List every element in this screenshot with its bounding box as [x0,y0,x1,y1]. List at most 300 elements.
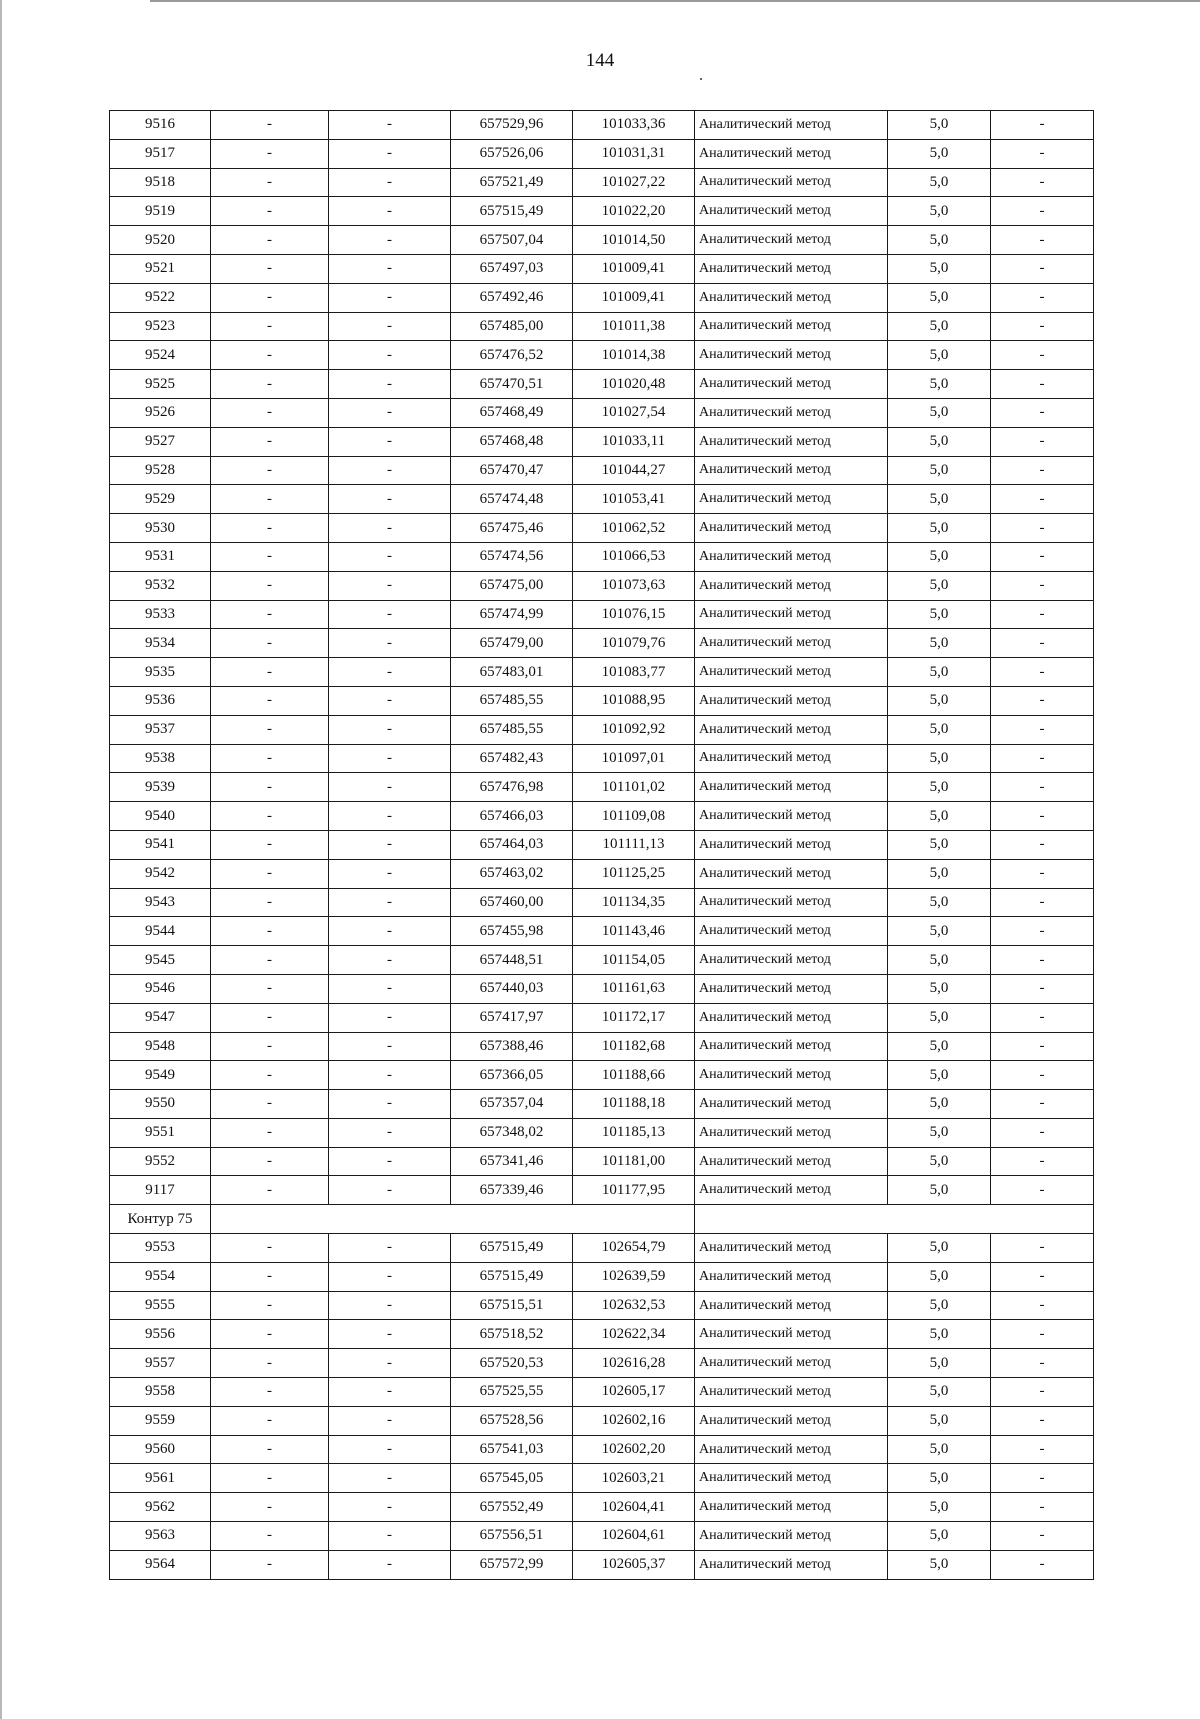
accuracy-cell: 5,0 [888,600,991,629]
accuracy-cell: 5,0 [888,1176,991,1205]
accuracy-cell: 5,0 [888,1320,991,1349]
x-coordinate-cell: 657485,00 [451,312,573,341]
empty-column-8-cell: - [991,485,1094,514]
accuracy-cell: 5,0 [888,744,991,773]
table-row [110,1090,1094,1119]
method-cell: Аналитический метод [695,312,888,341]
y-coordinate-cell: 101097,01 [573,744,695,773]
empty-column-3-cell: - [329,312,451,341]
accuracy-cell: 5,0 [888,111,991,140]
empty-column-3-cell: - [329,1147,451,1176]
y-coordinate-cell: 101188,66 [573,1061,695,1090]
method-cell: Аналитический метод [695,283,888,312]
empty-column-2-cell: - [211,888,329,917]
point-number-cell: 9524 [110,341,211,370]
method-cell: Аналитический метод [695,1406,888,1435]
x-coordinate-cell: 657341,46 [451,1147,573,1176]
y-coordinate-cell: 101161,63 [573,974,695,1003]
accuracy-cell: 5,0 [888,888,991,917]
y-coordinate-cell: 101188,18 [573,1090,695,1119]
empty-column-8-cell: - [991,1032,1094,1061]
scan-edge-top [150,0,1200,2]
empty-column-8-cell: - [991,744,1094,773]
y-coordinate-cell: 101033,36 [573,111,695,140]
point-number-cell: 9556 [110,1320,211,1349]
method-cell: Аналитический метод [695,1550,888,1579]
method-cell: Аналитический метод [695,830,888,859]
point-number-cell: 9520 [110,226,211,255]
x-coordinate-cell: 657468,48 [451,427,573,456]
contour-blank-cell [211,1205,695,1234]
y-coordinate-cell: 101143,46 [573,917,695,946]
accuracy-cell: 5,0 [888,168,991,197]
table-row [110,773,1094,802]
y-coordinate-cell: 102605,37 [573,1550,695,1579]
empty-column-3-cell: - [329,139,451,168]
method-cell: Аналитический метод [695,168,888,197]
y-coordinate-cell: 101009,41 [573,283,695,312]
empty-column-8-cell: - [991,1320,1094,1349]
x-coordinate-cell: 657518,52 [451,1320,573,1349]
x-coordinate-cell: 657476,98 [451,773,573,802]
x-coordinate-cell: 657492,46 [451,283,573,312]
accuracy-cell: 5,0 [888,283,991,312]
x-coordinate-cell: 657515,49 [451,197,573,226]
table-row [110,571,1094,600]
method-cell: Аналитический метод [695,744,888,773]
table-row [110,1118,1094,1147]
empty-column-2-cell: - [211,830,329,859]
point-number-cell: 9535 [110,658,211,687]
empty-column-8-cell: - [991,283,1094,312]
method-cell: Аналитический метод [695,514,888,543]
method-cell: Аналитический метод [695,1061,888,1090]
x-coordinate-cell: 657448,51 [451,946,573,975]
point-number-cell: 9516 [110,111,211,140]
table-row [110,1464,1094,1493]
empty-column-3-cell: - [329,1550,451,1579]
accuracy-cell: 5,0 [888,226,991,255]
table-row [110,485,1094,514]
empty-column-3-cell: - [329,974,451,1003]
y-coordinate-cell: 102602,16 [573,1406,695,1435]
empty-column-2-cell: - [211,398,329,427]
method-cell: Аналитический метод [695,802,888,831]
y-coordinate-cell: 101027,22 [573,168,695,197]
x-coordinate-cell: 657348,02 [451,1118,573,1147]
y-coordinate-cell: 101020,48 [573,370,695,399]
empty-column-8-cell: - [991,427,1094,456]
accuracy-cell: 5,0 [888,686,991,715]
empty-column-8-cell: - [991,571,1094,600]
empty-column-3-cell: - [329,168,451,197]
empty-column-8-cell: - [991,917,1094,946]
empty-column-2-cell: - [211,427,329,456]
empty-column-8-cell: - [991,888,1094,917]
accuracy-cell: 5,0 [888,456,991,485]
empty-column-2-cell: - [211,139,329,168]
table-row [110,1262,1094,1291]
method-cell: Аналитический метод [695,1003,888,1032]
table-row [110,802,1094,831]
method-cell: Аналитический метод [695,946,888,975]
table-row [110,1435,1094,1464]
accuracy-cell: 5,0 [888,485,991,514]
method-cell: Аналитический метод [695,254,888,283]
table-row [110,1522,1094,1551]
accuracy-cell: 5,0 [888,370,991,399]
method-cell: Аналитический метод [695,1032,888,1061]
empty-column-3-cell: - [329,485,451,514]
accuracy-cell: 5,0 [888,658,991,687]
method-cell: Аналитический метод [695,1320,888,1349]
point-number-cell: 9522 [110,283,211,312]
x-coordinate-cell: 657388,46 [451,1032,573,1061]
empty-column-2-cell: - [211,773,329,802]
point-number-cell: 9527 [110,427,211,456]
x-coordinate-cell: 657515,49 [451,1234,573,1263]
point-number-cell: 9518 [110,168,211,197]
method-cell: Аналитический метод [695,370,888,399]
accuracy-cell: 5,0 [888,1406,991,1435]
empty-column-2-cell: - [211,571,329,600]
y-coordinate-cell: 102602,20 [573,1435,695,1464]
y-coordinate-cell: 101079,76 [573,629,695,658]
table-row [110,1147,1094,1176]
x-coordinate-cell: 657476,52 [451,341,573,370]
empty-column-2-cell: - [211,370,329,399]
table-row [110,542,1094,571]
empty-column-3-cell: - [329,859,451,888]
empty-column-2-cell: - [211,341,329,370]
x-coordinate-cell: 657545,05 [451,1464,573,1493]
x-coordinate-cell: 657515,49 [451,1262,573,1291]
empty-column-2-cell: - [211,283,329,312]
table-row [110,312,1094,341]
empty-column-3-cell: - [329,571,451,600]
table-row [110,715,1094,744]
table-row [110,456,1094,485]
table-row [110,1032,1094,1061]
empty-column-3-cell: - [329,1291,451,1320]
point-number-cell: 9545 [110,946,211,975]
empty-column-3-cell: - [329,1464,451,1493]
empty-column-2-cell: - [211,946,329,975]
empty-column-2-cell: - [211,1291,329,1320]
point-number-cell: 9554 [110,1262,211,1291]
accuracy-cell: 5,0 [888,802,991,831]
accuracy-cell: 5,0 [888,946,991,975]
table-row [110,629,1094,658]
method-cell: Аналитический метод [695,888,888,917]
empty-column-8-cell: - [991,312,1094,341]
empty-column-3-cell: - [329,1090,451,1119]
empty-column-8-cell: - [991,658,1094,687]
empty-column-2-cell: - [211,514,329,543]
accuracy-cell: 5,0 [888,1003,991,1032]
table-row [110,168,1094,197]
empty-column-2-cell: - [211,197,329,226]
method-cell: Аналитический метод [695,427,888,456]
table-row [110,283,1094,312]
accuracy-cell: 5,0 [888,1147,991,1176]
accuracy-cell: 5,0 [888,859,991,888]
empty-column-2-cell: - [211,1522,329,1551]
accuracy-cell: 5,0 [888,197,991,226]
method-cell: Аналитический метод [695,974,888,1003]
empty-column-8-cell: - [991,542,1094,571]
point-number-cell: 9541 [110,830,211,859]
empty-column-2-cell: - [211,802,329,831]
empty-column-8-cell: - [991,773,1094,802]
empty-column-3-cell: - [329,398,451,427]
empty-column-3-cell: - [329,111,451,140]
method-cell: Аналитический метод [695,341,888,370]
method-cell: Аналитический метод [695,1464,888,1493]
accuracy-cell: 5,0 [888,1378,991,1407]
table-row [110,1493,1094,1522]
scan-speck [700,78,702,80]
empty-column-3-cell: - [329,514,451,543]
x-coordinate-cell: 657475,00 [451,571,573,600]
accuracy-cell: 5,0 [888,1522,991,1551]
method-cell: Аналитический метод [695,1378,888,1407]
contour-blank-cell [695,1205,1094,1234]
empty-column-3-cell: - [329,254,451,283]
point-number-cell: 9559 [110,1406,211,1435]
contour-label: Контур 75 [110,1205,211,1234]
empty-column-8-cell: - [991,600,1094,629]
table-row [110,427,1094,456]
empty-column-8-cell: - [991,254,1094,283]
empty-column-2-cell: - [211,629,329,658]
y-coordinate-cell: 102639,59 [573,1262,695,1291]
x-coordinate-cell: 657515,51 [451,1291,573,1320]
x-coordinate-cell: 657463,02 [451,859,573,888]
y-coordinate-cell: 101088,95 [573,686,695,715]
y-coordinate-cell: 102654,79 [573,1234,695,1263]
point-number-cell: 9543 [110,888,211,917]
point-number-cell: 9538 [110,744,211,773]
point-number-cell: 9560 [110,1435,211,1464]
table-row [110,686,1094,715]
empty-column-8-cell: - [991,1234,1094,1263]
empty-column-8-cell: - [991,629,1094,658]
accuracy-cell: 5,0 [888,715,991,744]
x-coordinate-cell: 657357,04 [451,1090,573,1119]
empty-column-3-cell: - [329,1032,451,1061]
empty-column-2-cell: - [211,686,329,715]
point-number-cell: 9529 [110,485,211,514]
method-cell: Аналитический метод [695,629,888,658]
table-row [110,1320,1094,1349]
x-coordinate-cell: 657485,55 [451,686,573,715]
empty-column-3-cell: - [329,1435,451,1464]
accuracy-cell: 5,0 [888,514,991,543]
y-coordinate-cell: 101083,77 [573,658,695,687]
method-cell: Аналитический метод [695,1118,888,1147]
point-number-cell: 9534 [110,629,211,658]
x-coordinate-cell: 657529,96 [451,111,573,140]
y-coordinate-cell: 101111,13 [573,830,695,859]
y-coordinate-cell: 101172,17 [573,1003,695,1032]
point-number-cell: 9547 [110,1003,211,1032]
y-coordinate-cell: 101101,02 [573,773,695,802]
method-cell: Аналитический метод [695,600,888,629]
empty-column-3-cell: - [329,600,451,629]
method-cell: Аналитический метод [695,1291,888,1320]
empty-column-8-cell: - [991,370,1094,399]
point-number-cell: 9542 [110,859,211,888]
x-coordinate-cell: 657366,05 [451,1061,573,1090]
accuracy-cell: 5,0 [888,571,991,600]
y-coordinate-cell: 101076,15 [573,600,695,629]
y-coordinate-cell: 101182,68 [573,1032,695,1061]
point-number-cell: 9552 [110,1147,211,1176]
point-number-cell: 9537 [110,715,211,744]
accuracy-cell: 5,0 [888,1032,991,1061]
accuracy-cell: 5,0 [888,1118,991,1147]
accuracy-cell: 5,0 [888,1550,991,1579]
point-number-cell: 9517 [110,139,211,168]
method-cell: Аналитический метод [695,1522,888,1551]
empty-column-8-cell: - [991,1378,1094,1407]
x-coordinate-cell: 657552,49 [451,1493,573,1522]
y-coordinate-cell: 101134,35 [573,888,695,917]
empty-column-3-cell: - [329,629,451,658]
accuracy-cell: 5,0 [888,542,991,571]
empty-column-2-cell: - [211,600,329,629]
point-number-cell: 9528 [110,456,211,485]
empty-column-3-cell: - [329,946,451,975]
empty-column-2-cell: - [211,1406,329,1435]
point-number-cell: 9546 [110,974,211,1003]
empty-column-8-cell: - [991,1522,1094,1551]
method-cell: Аналитический метод [695,542,888,571]
empty-column-8-cell: - [991,456,1094,485]
table-row [110,1378,1094,1407]
empty-column-8-cell: - [991,1003,1094,1032]
empty-column-8-cell: - [991,1464,1094,1493]
table-row [110,139,1094,168]
page-number: 144 [585,50,615,71]
empty-column-3-cell: - [329,1262,451,1291]
x-coordinate-cell: 657470,51 [451,370,573,399]
point-number-cell: 9117 [110,1176,211,1205]
empty-column-3-cell: - [329,715,451,744]
empty-column-2-cell: - [211,542,329,571]
empty-column-8-cell: - [991,1118,1094,1147]
empty-column-2-cell: - [211,485,329,514]
point-number-cell: 9530 [110,514,211,543]
method-cell: Аналитический метод [695,1262,888,1291]
point-number-cell: 9551 [110,1118,211,1147]
empty-column-2-cell: - [211,1435,329,1464]
accuracy-cell: 5,0 [888,398,991,427]
method-cell: Аналитический метод [695,1493,888,1522]
empty-column-3-cell: - [329,456,451,485]
empty-column-2-cell: - [211,1550,329,1579]
table-body [110,111,1094,1580]
empty-column-8-cell: - [991,1262,1094,1291]
empty-column-3-cell: - [329,1003,451,1032]
accuracy-cell: 5,0 [888,1435,991,1464]
y-coordinate-cell: 101027,54 [573,398,695,427]
table-row [110,1234,1094,1263]
method-cell: Аналитический метод [695,139,888,168]
empty-column-2-cell: - [211,1003,329,1032]
method-cell: Аналитический метод [695,658,888,687]
method-cell: Аналитический метод [695,1234,888,1263]
empty-column-3-cell: - [329,888,451,917]
empty-column-3-cell: - [329,686,451,715]
empty-column-2-cell: - [211,456,329,485]
table-row [110,226,1094,255]
empty-column-2-cell: - [211,974,329,1003]
empty-column-2-cell: - [211,1464,329,1493]
point-number-cell: 9553 [110,1234,211,1263]
empty-column-2-cell: - [211,1032,329,1061]
table-row [110,111,1094,140]
point-number-cell: 9544 [110,917,211,946]
empty-column-3-cell: - [329,1406,451,1435]
accuracy-cell: 5,0 [888,427,991,456]
y-coordinate-cell: 101181,00 [573,1147,695,1176]
empty-column-2-cell: - [211,1493,329,1522]
empty-column-2-cell: - [211,859,329,888]
point-number-cell: 9540 [110,802,211,831]
table-row [110,254,1094,283]
accuracy-cell: 5,0 [888,773,991,802]
x-coordinate-cell: 657521,49 [451,168,573,197]
y-coordinate-cell: 102605,17 [573,1378,695,1407]
point-number-cell: 9548 [110,1032,211,1061]
table-row [110,859,1094,888]
empty-column-3-cell: - [329,370,451,399]
y-coordinate-cell: 101092,92 [573,715,695,744]
empty-column-8-cell: - [991,946,1094,975]
point-number-cell: 9532 [110,571,211,600]
empty-column-8-cell: - [991,715,1094,744]
table-row [110,1061,1094,1090]
empty-column-2-cell: - [211,168,329,197]
empty-column-3-cell: - [329,1118,451,1147]
point-number-cell: 9561 [110,1464,211,1493]
empty-column-8-cell: - [991,1291,1094,1320]
empty-column-3-cell: - [329,830,451,859]
accuracy-cell: 5,0 [888,139,991,168]
empty-column-8-cell: - [991,398,1094,427]
point-number-cell: 9521 [110,254,211,283]
x-coordinate-cell: 657479,00 [451,629,573,658]
y-coordinate-cell: 101185,13 [573,1118,695,1147]
x-coordinate-cell: 657470,47 [451,456,573,485]
empty-column-2-cell: - [211,715,329,744]
empty-column-3-cell: - [329,197,451,226]
method-cell: Аналитический метод [695,485,888,514]
accuracy-cell: 5,0 [888,1262,991,1291]
point-number-cell: 9562 [110,1493,211,1522]
y-coordinate-cell: 101154,05 [573,946,695,975]
point-number-cell: 9550 [110,1090,211,1119]
table-row [110,514,1094,543]
y-coordinate-cell: 101011,38 [573,312,695,341]
accuracy-cell: 5,0 [888,1234,991,1263]
empty-column-2-cell: - [211,1061,329,1090]
x-coordinate-cell: 657556,51 [451,1522,573,1551]
empty-column-2-cell: - [211,917,329,946]
point-number-cell: 9523 [110,312,211,341]
